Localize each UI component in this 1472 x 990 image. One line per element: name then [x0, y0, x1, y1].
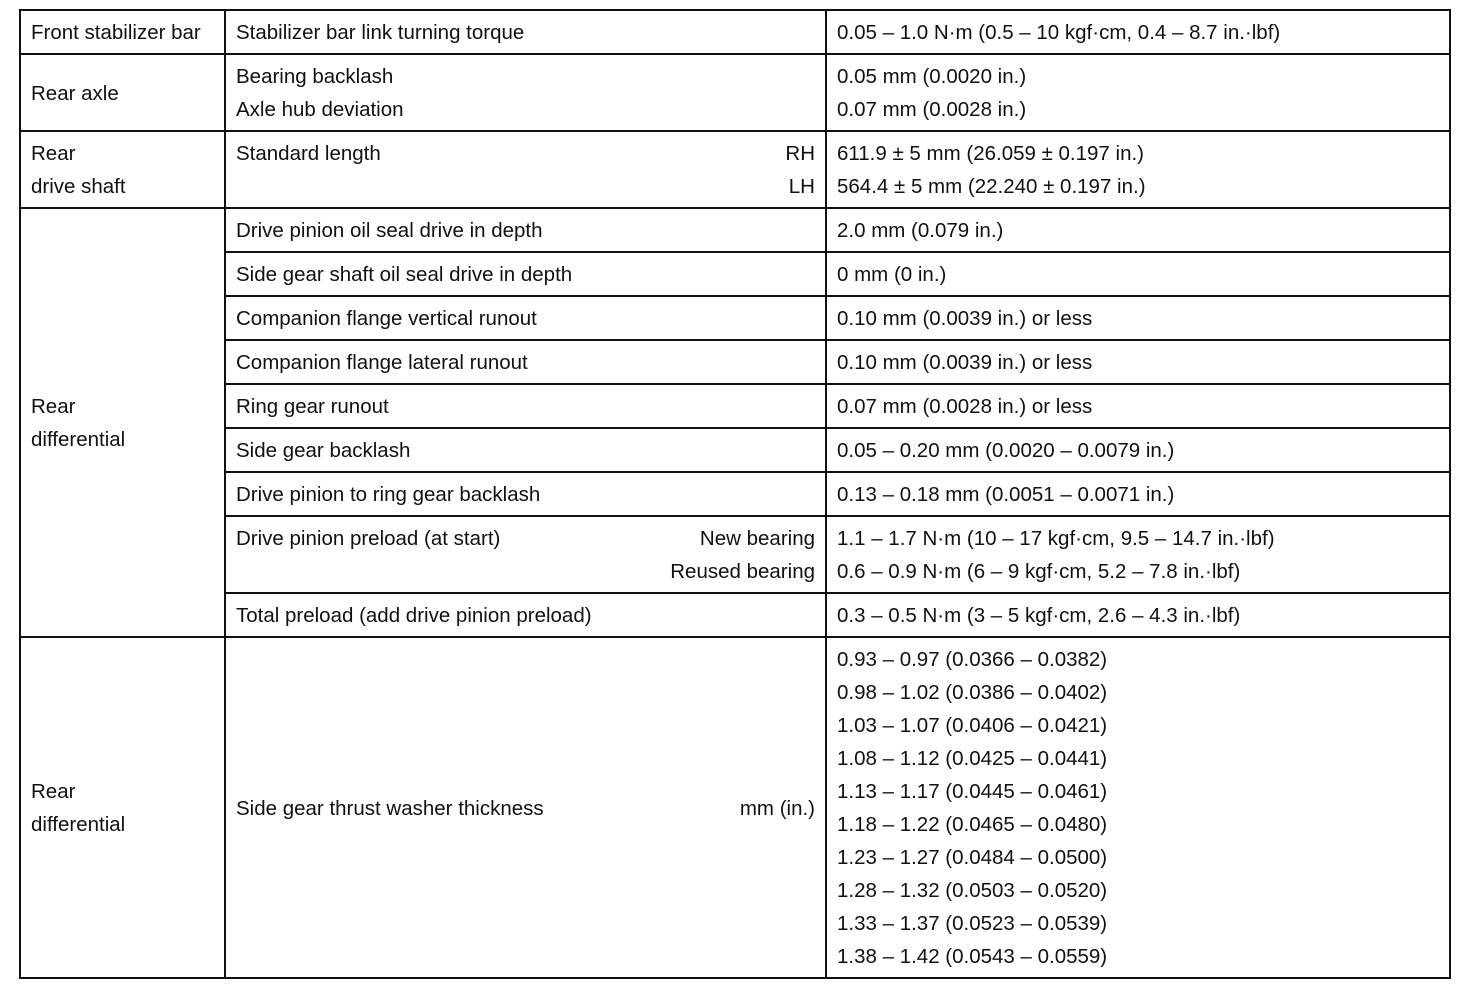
table-row	[20, 252, 1450, 296]
table-row	[20, 54, 1450, 131]
table-row	[20, 384, 1450, 428]
item-cell: Drive pinion oil seal drive in depth	[225, 208, 826, 252]
value-cell: 0 mm (0 in.)	[826, 252, 1450, 296]
value-cell: 0.05 – 1.0 N·m (0.5 – 10 kgf·cm, 0.4 – 8.7 in.·lbf)	[826, 10, 1450, 54]
item-cell: Stabilizer bar link turning torque	[225, 10, 826, 54]
table-row	[20, 10, 1450, 54]
value-cell: 0.93 – 0.97 (0.0366 – 0.0382) 0.98 – 1.02 (0.0386 – 0.0402) 1.03 – 1.07 (0.0406 – 0.0421) 1.08 – 1.12 (0.0425 – 0.0441) 1.13 – 1.17 (0.0445 – 0.0461) 1.18 – 1.22 (0.0465 – 0.0480) 1.23 – 1.27 (0.0484 – 0.0500) 1.28 – 1.32 (0.0503 – 0.0520) 1.33 – 1.37 (0.0523 – 0.0539) 1.38 – 1.42 (0.0543 – 0.0559)	[826, 637, 1450, 978]
value-cell: 0.05 – 0.20 mm (0.0020 – 0.0079 in.)	[826, 428, 1450, 472]
value-cell: 611.9 ± 5 mm (26.059 ± 0.197 in.) 564.4 ± 5 mm (22.240 ± 0.197 in.)	[826, 131, 1450, 208]
specification-table	[19, 9, 1451, 979]
item-cell: Side gear shaft oil seal drive in depth	[225, 252, 826, 296]
category-cell: Rear axle	[20, 54, 225, 131]
table-row	[20, 340, 1450, 384]
value-cell: 0.13 – 0.18 mm (0.0051 – 0.0071 in.)	[826, 472, 1450, 516]
table-row	[20, 472, 1450, 516]
item-cell: Companion flange lateral runout	[225, 340, 826, 384]
table-row	[20, 296, 1450, 340]
value-cell: 0.3 – 0.5 N·m (3 – 5 kgf·cm, 2.6 – 4.3 in.·lbf)	[826, 593, 1450, 637]
value-cell: 0.07 mm (0.0028 in.) or less	[826, 384, 1450, 428]
table-row	[20, 131, 1450, 208]
category-cell: Rear differential	[20, 637, 225, 978]
table-row	[20, 593, 1450, 637]
item-cell: Total preload (add drive pinion preload)	[225, 593, 826, 637]
item-cell: Bearing backlash Axle hub deviation	[225, 54, 826, 131]
value-cell: 2.0 mm (0.079 in.)	[826, 208, 1450, 252]
category-cell: Front stabilizer bar	[20, 10, 225, 54]
item-cell: Companion flange vertical runout	[225, 296, 826, 340]
item-cell: Side gear backlash	[225, 428, 826, 472]
table-row	[20, 208, 1450, 252]
item-cell: Drive pinion preload (at start) New bearing Reused bearing	[225, 516, 826, 593]
value-cell: 0.10 mm (0.0039 in.) or less	[826, 296, 1450, 340]
value-cell: 1.1 – 1.7 N·m (10 – 17 kgf·cm, 9.5 – 14.7 in.·lbf) 0.6 – 0.9 N·m (6 – 9 kgf·cm, 5.2 – 7.8 in.·lbf)	[826, 516, 1450, 593]
item-cell: Standard length RH LH	[225, 131, 826, 208]
item-cell: Ring gear runout	[225, 384, 826, 428]
table-row	[20, 428, 1450, 472]
category-cell: Rear drive shaft	[20, 131, 225, 208]
table-row	[20, 516, 1450, 593]
category-cell: Rear differential	[20, 208, 225, 637]
item-cell: Side gear thrust washer thickness mm (in.)	[225, 637, 826, 978]
value-cell: 0.10 mm (0.0039 in.) or less	[826, 340, 1450, 384]
table-row	[20, 637, 1450, 978]
item-cell: Drive pinion to ring gear backlash	[225, 472, 826, 516]
value-cell: 0.05 mm (0.0020 in.) 0.07 mm (0.0028 in.)	[826, 54, 1450, 131]
